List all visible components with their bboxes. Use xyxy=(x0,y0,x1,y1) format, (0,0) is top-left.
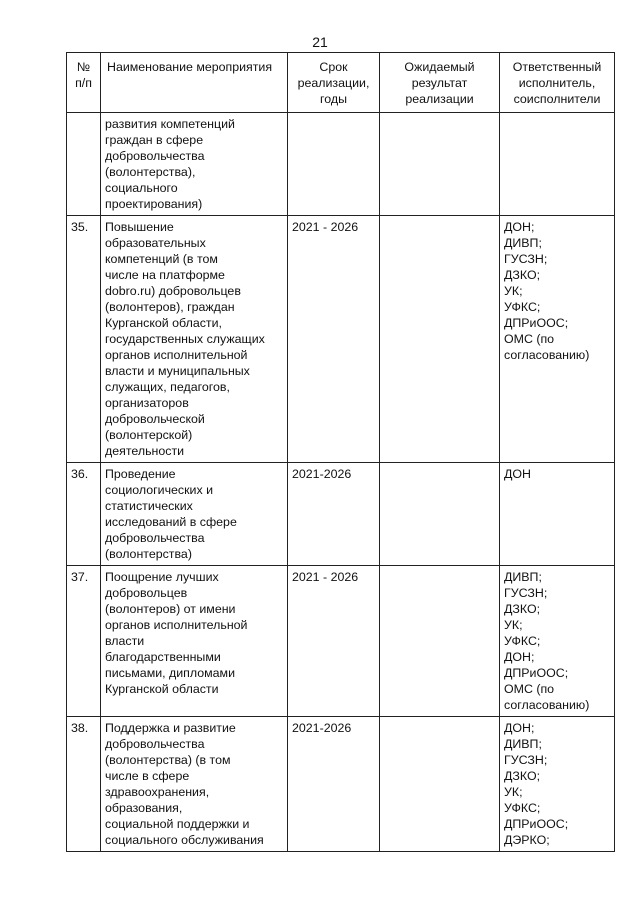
responsible-item: УК; xyxy=(504,618,523,632)
responsible-item: ГУСЗН; xyxy=(504,753,548,767)
row-responsible xyxy=(500,463,615,566)
row-number: 35. xyxy=(67,216,101,463)
responsible-item: ДИВП; xyxy=(504,737,542,751)
table-row xyxy=(67,216,615,463)
row-term: 2021-2026 xyxy=(288,463,380,566)
responsible-item: ДИВП; xyxy=(504,236,542,250)
header-term: Срок реализации, годы xyxy=(288,53,380,113)
row-expected-result xyxy=(380,113,500,216)
row-number xyxy=(67,113,101,216)
responsible-item: ДЗКО; xyxy=(504,268,541,282)
row-measure-name: Повышение образовательных компетенций (в том числе на платформе dobro.ru) добровольцев (волонтеров), граждан Курганской области, государственных служащих органов исполнительной власти и муниципальных служащих, педагогов, организаторов добровольческой (волонтерской) деятельности xyxy=(101,216,288,463)
responsible-item: ДОН; xyxy=(504,220,535,234)
row-measure-name: развития компетенций граждан в сфере добровольчества (волонтерства), социального проектирования) xyxy=(101,113,288,216)
header-name: Наименование мероприятия xyxy=(101,53,288,113)
responsible-item: ДОН xyxy=(504,467,531,481)
table-row xyxy=(67,566,615,717)
row-measure-name: Проведение социологических и статистических исследований в сфере добровольчества (волонтерства) xyxy=(101,463,288,566)
row-responsible xyxy=(500,113,615,216)
header-num: № п/п xyxy=(67,53,101,113)
responsible-item: ГУСЗН; xyxy=(504,252,548,266)
row-measure-name: Поддержка и развитие добровольчества (волонтерства) (в том числе в сфере здравоохранения, образования, социальной поддержки и социального обслуживания xyxy=(101,717,288,852)
responsible-item: ДЭРКО; xyxy=(504,833,550,847)
row-number: 36. xyxy=(67,463,101,566)
row-term: 2021 - 2026 xyxy=(288,566,380,717)
row-expected-result xyxy=(380,463,500,566)
table-body xyxy=(67,113,615,852)
row-expected-result xyxy=(380,717,500,852)
measures-table xyxy=(66,52,615,852)
row-responsible xyxy=(500,216,615,463)
responsible-item: УК; xyxy=(504,284,523,298)
row-measure-name: Поощрение лучших добровольцев (волонтеров) от имени органов исполнительной власти благодарственными письмами, дипломами Курганской области xyxy=(101,566,288,717)
responsible-item: УК; xyxy=(504,785,523,799)
responsible-item: ДПРиООС; xyxy=(504,817,569,831)
responsible-item: ДПРиООС; xyxy=(504,666,569,680)
responsible-item: ОМС (по xyxy=(504,332,555,346)
responsible-item: УФКС; xyxy=(504,801,541,815)
responsible-item: УФКС; xyxy=(504,300,541,314)
table-row xyxy=(67,463,615,566)
responsible-item: ДИВП; xyxy=(504,570,542,584)
responsible-item: ГУСЗН; xyxy=(504,586,548,600)
responsible-item: согласованию) xyxy=(504,348,590,362)
table-header-row xyxy=(67,53,615,113)
responsible-item: ДОН; xyxy=(504,721,535,735)
header-result: Ожидаемый результат реализации xyxy=(380,53,500,113)
row-term: 2021-2026 xyxy=(288,717,380,852)
responsible-item: ДЗКО; xyxy=(504,602,541,616)
responsible-item: ОМС (по xyxy=(504,682,555,696)
row-term: 2021 - 2026 xyxy=(288,216,380,463)
responsible-item: ДОН; xyxy=(504,650,535,664)
header-responsible: Ответственный исполнитель, соисполнители xyxy=(500,53,615,113)
row-term xyxy=(288,113,380,216)
page-number: 21 xyxy=(312,34,328,50)
responsible-item: ДЗКО; xyxy=(504,769,541,783)
row-expected-result xyxy=(380,566,500,717)
responsible-item: УФКС; xyxy=(504,634,541,648)
responsible-item: согласованию) xyxy=(504,698,590,712)
table-row xyxy=(67,113,615,216)
row-number: 37. xyxy=(67,566,101,717)
row-responsible xyxy=(500,717,615,852)
row-responsible xyxy=(500,566,615,717)
row-expected-result xyxy=(380,216,500,463)
table-row xyxy=(67,717,615,852)
row-number: 38. xyxy=(67,717,101,852)
responsible-item: ДПРиООС; xyxy=(504,316,569,330)
